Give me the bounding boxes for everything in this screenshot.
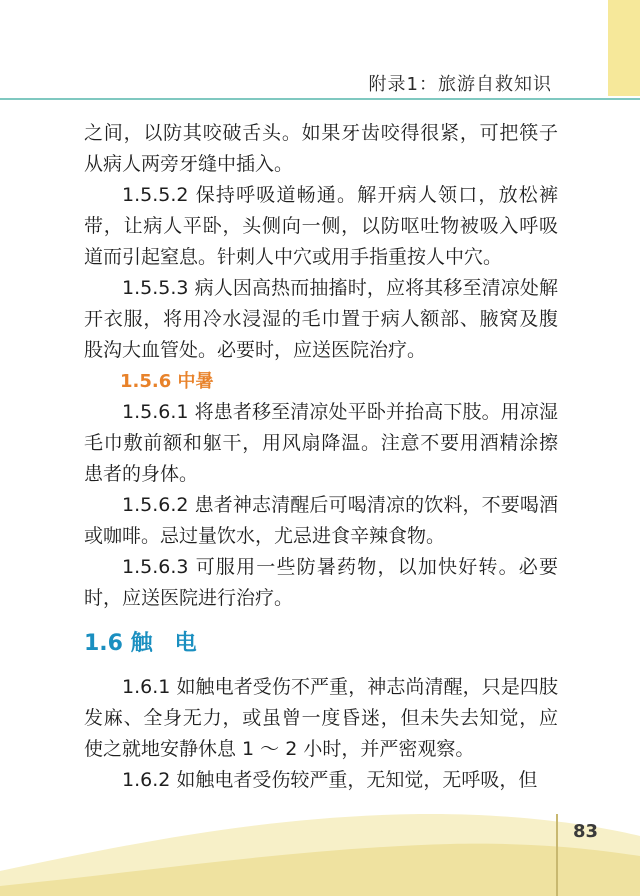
body-paragraph: 之间，以防其咬破舌头。如果牙齿咬得很紧，可把筷子从病人两旁牙缝中插入。 <box>84 122 558 175</box>
page-number-divider <box>556 814 558 896</box>
page-number: 83 <box>572 821 598 842</box>
body-paragraph: 1.5.6.2 患者神志清醒后可喝清凉的饮料，不要喝酒或咖啡。忌过量饮水，尤忌进食辛辣食物。 <box>84 494 558 547</box>
section-heading: 1.6 触 电 <box>84 631 197 656</box>
header-rule <box>0 98 640 100</box>
body-paragraph: 1.6.1 如触电者受伤不严重，神志尚清醒，只是四肢发麻、全身无力，或虽曾一度昏迷，但未失去知觉，应使之就地安静休息 1 ～ 2 小时，并严密观察。 <box>84 676 558 760</box>
body-paragraph: 1.6.2 如触电者受伤较严重，无知觉，无呼吸，但 <box>122 769 538 791</box>
subsection-heading: 1.5.6 中暑 <box>120 371 214 392</box>
body-paragraph: 1.5.6.3 可服用一些防暑药物，以加快好转。必要时，应送医院进行治疗。 <box>84 556 558 609</box>
body-paragraph: 1.5.5.3 病人因高热而抽搐时，应将其移至清凉处解开衣服，将用冷水浸湿的毛巾置于病人额部、腋窝及腹股沟大血管处。必要时，应送医院治疗。 <box>84 277 558 361</box>
chapter-tab <box>608 0 640 96</box>
running-header: 附录1：旅游自救知识 <box>368 74 552 95</box>
footer-wave <box>0 776 640 896</box>
body-paragraph: 1.5.5.2 保持呼吸道畅通。解开病人领口，放松裤带，让病人平卧，头侧向一侧，以防呕吐物被吸入呼吸道而引起窒息。针刺人中穴或用手指重按人中穴。 <box>84 184 558 268</box>
body-paragraph: 1.5.6.1 将患者移至清凉处平卧并抬高下肢。用凉湿毛巾敷前额和躯干，用风扇降温。注意不要用酒精涂擦患者的身体。 <box>84 401 558 485</box>
page-body <box>84 118 558 796</box>
